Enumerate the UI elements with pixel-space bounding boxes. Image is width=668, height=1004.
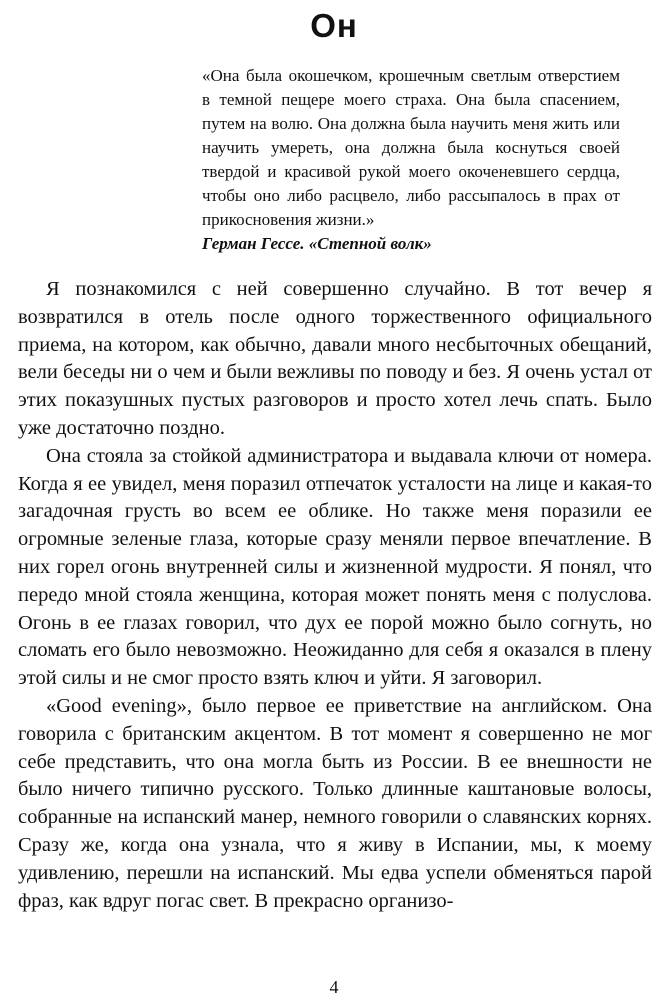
epigraph — [202, 64, 620, 256]
epigraph-source-text: Герман Гессе. «Степной волк» — [202, 234, 432, 253]
chapter-title: Он — [310, 7, 358, 44]
epigraph-source — [202, 232, 620, 256]
epigraph-quote: «Она была окошечком, крошечным светлым отверстием в темной пещере моего страха. Она была спасением, путем на волю. Она должна была научить меня жить или научить умереть, она должна была коснуться своей твердой и красивой рукой моего окоченевшего сердца, чтобы оно либо расцвело, либо рассыпалось в прах от прикосновения жизни.» — [202, 66, 620, 229]
paragraph: Она стояла за стойкой администратора и выдавала ключи от номера. Когда я ее увидел, меня поразил отпечаток усталости на лице и какая-то загадочная грусть во всем ее облике. Но также меня поразили ее огромные зеленые глаза, которые сразу меняли первое впечатление. В них горел огонь внутренней силы и жизненной мудрости. Я понял, что передо мной стояла женщина, которая может понять меня с полуслова. Огонь в ее глазах говорил, что дух ее порой можно было согнуть, но сломать его было невозможно. Неожиданно для себя я оказался в плену этой силы и не смог просто взять ключ и уйти. Я заговорил. — [18, 444, 652, 690]
paragraph: «Good evening», было первое ее приветствие на английском. Она говорила с британским акцентом. В тот момент я совершенно не мог себе представить, что она могла быть из России. В ее внешности не было ничего типично русского. Только длинные каштановые волосы, собранные на испанский манер, немного говорили о славянских корнях. Сразу же, когда она узнала, что я живу в Испании, мы, к моему удивлению, перешли на испанский. Мы едва успели обменяться парой фраз, как вдруг погас свет. В прекрасно организо- — [18, 694, 652, 912]
chapter-body — [18, 276, 652, 915]
paragraph: Я познакомился с ней совершенно случайно. В тот вечер я возвратился в отель после одного торжественного официального приема, на котором, как обычно, давали много несбыточных обещаний, вели беседы ни о чем и были вежливы по поводу и без. Я очень устал от этих показушных пустых разговоров и просто хотел лечь спать. Было уже достаточно поздно. — [18, 278, 652, 439]
page-number: 4 — [329, 977, 339, 997]
